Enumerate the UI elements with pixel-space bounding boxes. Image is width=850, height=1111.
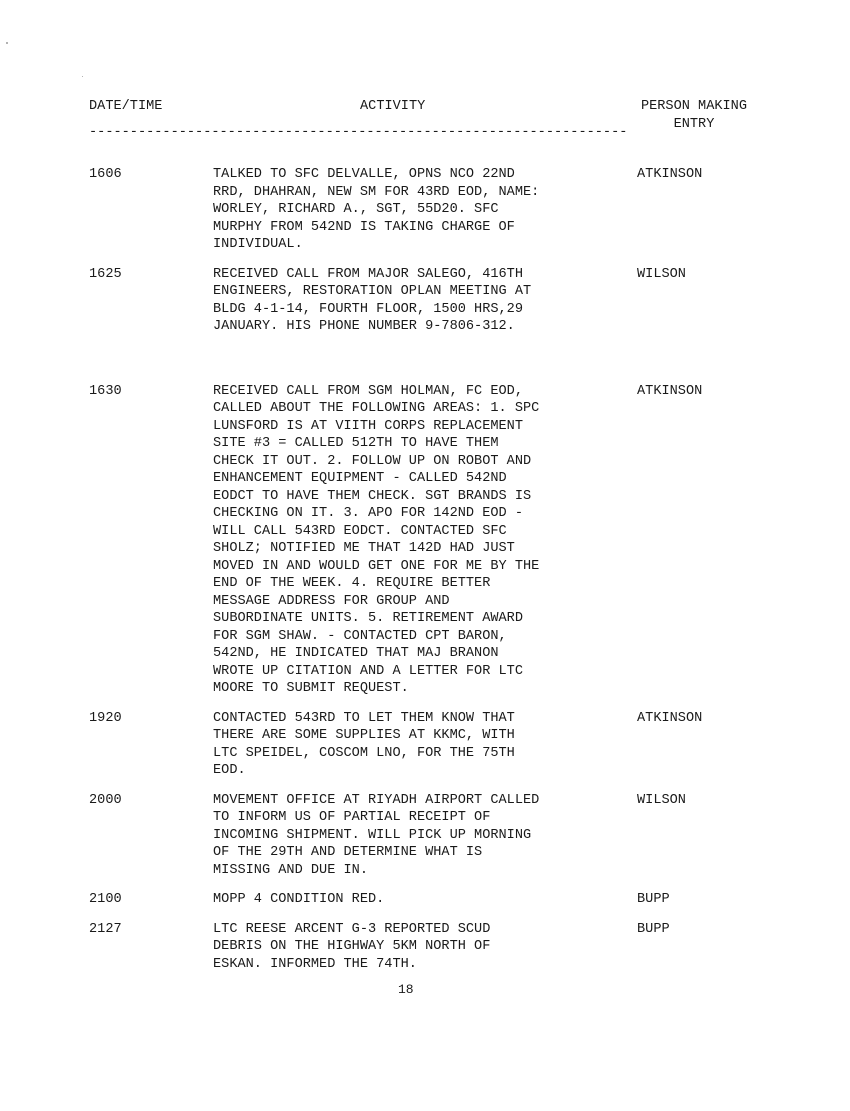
entry-activity: TALKED TO SFC DELVALLE, OPNS NCO 22ND RRD, DHAHRAN, NEW SM FOR 43RD EOD, NAME: WORLEY, RICHARD A., SGT, 55D20. SFC MURPHY FROM 542ND IS TAKING CHARGE OF INDIVIDUAL. <box>213 167 540 252</box>
entry-time: 1920 <box>89 710 122 726</box>
entry-time: 2100 <box>89 892 122 907</box>
entry-activity: CONTACTED 543RD TO LET THEM KNOW THAT THERE ARE SOME SUPPLIES AT KKMC, WITH LTC SPEIDEL, COSCOM LNO, FOR THE 75TH EOD. <box>213 710 515 778</box>
header-divider: ------------------------------------------------------------------ <box>89 125 628 140</box>
log-entries <box>89 166 769 973</box>
log-entry <box>89 891 769 909</box>
header-activity: ACTIVITY <box>360 99 426 114</box>
entry-time: 2127 <box>89 921 122 937</box>
log-entry <box>89 921 769 974</box>
entry-activity: MOPP 4 CONDITION RED. <box>213 892 385 907</box>
header-person-making-entry: PERSON MAKING ENTRY <box>640 99 747 132</box>
log-entry <box>89 792 769 880</box>
entry-person: ATKINSON <box>637 167 703 182</box>
entry-time: 1625 <box>89 266 122 282</box>
log-entry <box>89 166 769 254</box>
page-number: 18 <box>398 982 414 997</box>
entry-person: WILSON <box>637 266 686 282</box>
log-entry <box>89 710 769 780</box>
entry-time: 1630 <box>89 383 122 399</box>
entry-activity: RECEIVED CALL FROM MAJOR SALEGO, 416TH ENGINEERS, RESTORATION OPLAN MEETING AT BLDG 4-1-14, FOURTH FLOOR, 1500 HRS,29 JANUARY. HIS PHONE NUMBER 9-7806-312. <box>213 266 532 334</box>
entry-activity: RECEIVED CALL FROM SGM HOLMAN, FC EOD, CALLED ABOUT THE FOLLOWING AREAS: 1. SPC LUNSFORD IS AT VIITH CORPS REPLACEMENT SITE #3 = CALLED 512TH TO HAVE THEM CHECK IT OUT. 2. FOLLOW UP ON ROBOT AND ENHANCEMENT EQUIPMENT - CALLED 542ND EODCT TO HAVE THEM CHECK. SGT BRANDS IS CHECKING ON IT. 3. APO FOR 142ND EOD - WILL CALL 543RD EODCT. CONTACTED SFC SHOLZ; NOTIFIED ME THAT 142D HAD JUST MOVED IN AND WOULD GET ONE FOR ME BY THE END OF THE WEEK. 4. REQUIRE BETTER MESSAGE ADDRESS FOR GROUP AND SUBORDINATE UNITS. 5. RETIREMENT AWARD FOR SGM SHAW. - CONTACTED CPT BARON, 542ND, HE INDICATED THAT MAJ BRANON WROTE UP CITATION AND A LETTER FOR LTC MOORE TO SUBMIT REQUEST. <box>213 383 540 696</box>
entry-person: ATKINSON <box>637 383 703 399</box>
log-entry <box>89 383 769 698</box>
header-date-time: DATE/TIME <box>89 99 163 114</box>
entry-activity: LTC REESE ARCENT G-3 REPORTED SCUD DEBRIS ON THE HIGHWAY 5KM NORTH OF ESKAN. INFORMED THE 74TH. <box>213 921 491 972</box>
log-entry <box>89 266 769 336</box>
entry-time: 2000 <box>89 792 122 808</box>
entry-person: ATKINSON <box>637 710 703 726</box>
entry-person: BUPP <box>637 892 670 907</box>
scan-speck <box>6 42 8 44</box>
entry-person: BUPP <box>637 921 670 937</box>
entry-activity: MOVEMENT OFFICE AT RIYADH AIRPORT CALLED TO INFORM US OF PARTIAL RECEIPT OF INCOMING SHIPMENT. WILL PICK UP MORNING OF THE 29TH AND DETERMINE WHAT IS MISSING AND DUE IN. <box>213 792 540 878</box>
entry-time: 1606 <box>89 167 122 182</box>
entry-person: WILSON <box>637 792 686 808</box>
scan-speck <box>82 76 83 77</box>
